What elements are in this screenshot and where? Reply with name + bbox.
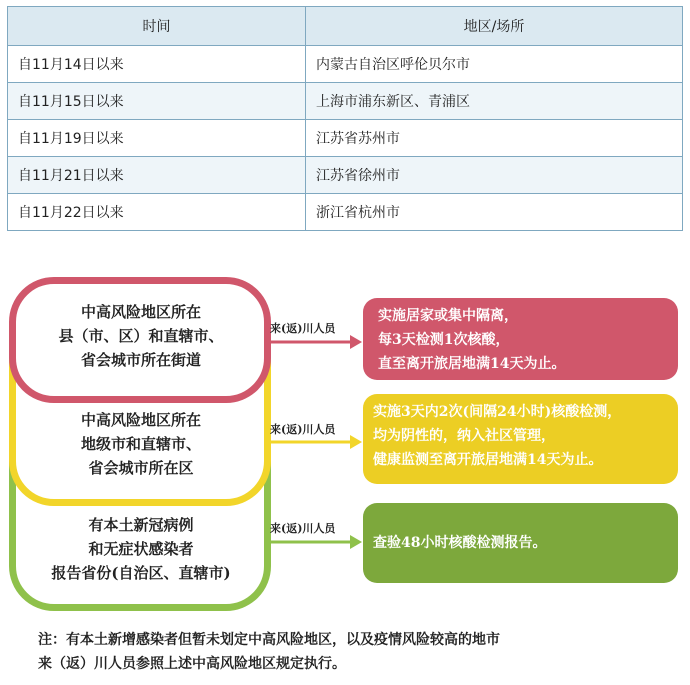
cell-region: 内蒙古自治区呼伦贝尔市 — [306, 46, 683, 83]
table-header-row — [8, 7, 683, 46]
header-time: 时间 — [8, 7, 306, 46]
condition-local-case-province: 有本土新冠病例 和无症状感染者 报告省份(自治区、直辖市) — [51, 516, 231, 582]
table-row — [8, 157, 683, 194]
cell-region: 江苏省徐州市 — [306, 157, 683, 194]
header-region: 地区/场所 — [306, 7, 683, 46]
table-row — [8, 120, 683, 157]
arrow-icon — [265, 435, 362, 449]
arrow-label: 来(返)川人员 — [270, 522, 336, 535]
arrow-icon — [265, 335, 362, 349]
cell-time: 自11月14日以来 — [8, 46, 306, 83]
cell-region: 浙江省杭州市 — [306, 194, 683, 231]
result-quarantine: 实施居家或集中隔离， 每3天检测1次核酸， 直至离开旅居地满14天为止。 — [363, 298, 678, 380]
condition-high-risk-county: 中高风险地区所在 县（市、区）和直辖市、 省会城市所在街道 — [58, 303, 224, 369]
cell-time: 自11月15日以来 — [8, 83, 306, 120]
cell-time: 自11月19日以来 — [8, 120, 306, 157]
arrow-label: 来(返)川人员 — [270, 322, 336, 335]
result-check-report: 查验48小时核酸检测报告。 — [363, 503, 678, 583]
risk-area-table — [7, 6, 683, 231]
table-row — [8, 83, 683, 120]
arrow-icon — [265, 535, 362, 549]
policy-diagram — [0, 270, 690, 615]
condition-high-risk-city: 中高风险地区所在 地级市和直辖市、 省会城市所在区 — [80, 411, 201, 477]
footnote: 注：有本土新增感染者但暂未划定中高风险地区，以及疫情风险较高的地市 来（返）川人员参照上述中高风险地区规定执行。 — [38, 632, 500, 672]
table-row — [8, 46, 683, 83]
cell-region: 上海市浦东新区、青浦区 — [306, 83, 683, 120]
result-testing: 实施3天内2次(间隔24小时)核酸检测， 均为阴性的，纳入社区管理， 健康监测至离开旅居地满14天为止。 — [363, 394, 678, 484]
cell-time: 自11月21日以来 — [8, 157, 306, 194]
arrow-label: 来(返)川人员 — [270, 423, 336, 436]
cell-region: 江苏省苏州市 — [306, 120, 683, 157]
table-row — [8, 194, 683, 231]
cell-time: 自11月22日以来 — [8, 194, 306, 231]
